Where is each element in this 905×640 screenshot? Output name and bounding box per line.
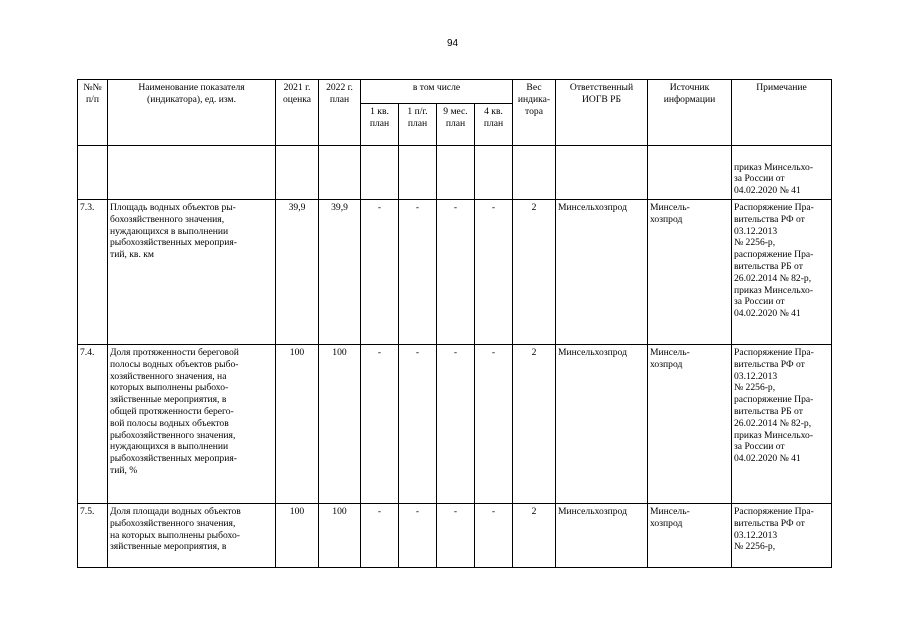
- cell-2021: 100: [276, 345, 319, 504]
- header-including: в том числе: [361, 80, 513, 104]
- cell-responsible: Минсельхозпрод: [556, 504, 648, 568]
- header-q1: 1 кв. план: [361, 104, 399, 146]
- header-name: Наименование показателя (индикатора), ед. изм.: [108, 80, 276, 146]
- cell-weight: 2: [513, 345, 556, 504]
- cell-weight: 2: [513, 200, 556, 345]
- header-note: Примечание: [732, 80, 832, 146]
- cell-9m: -: [437, 504, 475, 568]
- header-weight: Вес индика- тора: [513, 80, 556, 146]
- cell-2021: [276, 146, 319, 200]
- header-9m: 9 мес. план: [437, 104, 475, 146]
- table-row: [78, 146, 832, 200]
- cell-2022: [319, 146, 361, 200]
- cell-note: приказ Минсельхо- за России от 04.02.2020 № 41: [732, 146, 832, 200]
- cell-h1: -: [399, 200, 437, 345]
- header-q4: 4 кв. план: [475, 104, 513, 146]
- header-source: Источник информации: [648, 80, 732, 146]
- header-num: №№ п/п: [78, 80, 108, 146]
- cell-num: 7.4.: [78, 345, 108, 504]
- cell-name: [108, 146, 276, 200]
- cell-name: Площадь водных объектов ры- бохозяйственного значения, нуждающихся в выполнении рыбохозяйственных мероприя- тий, кв. км: [108, 200, 276, 345]
- cell-h1: -: [399, 345, 437, 504]
- cell-q4: [475, 146, 513, 200]
- cell-weight: [513, 146, 556, 200]
- cell-q1: -: [361, 504, 399, 568]
- cell-responsible: Минсельхозпрод: [556, 345, 648, 504]
- cell-h1: -: [399, 504, 437, 568]
- cell-2022: 100: [319, 504, 361, 568]
- cell-num: [78, 146, 108, 200]
- cell-weight: 2: [513, 504, 556, 568]
- cell-num: 7.3.: [78, 200, 108, 345]
- cell-2022: 100: [319, 345, 361, 504]
- indicators-table: [77, 79, 832, 568]
- cell-source: [648, 146, 732, 200]
- header-h1: 1 п/г. план: [399, 104, 437, 146]
- cell-2021: 100: [276, 504, 319, 568]
- table-row: [78, 200, 832, 345]
- cell-name: Доля площади водных объектов рыбохозяйственного значения, на которых выполнены рыбохо- зяйственные мероприятия, в: [108, 504, 276, 568]
- table-header: [78, 80, 832, 146]
- cell-9m: [437, 146, 475, 200]
- cell-responsible: [556, 146, 648, 200]
- cell-source: Минсель- хозпрод: [648, 200, 732, 345]
- cell-num: 7.5.: [78, 504, 108, 568]
- cell-source: Минсель- хозпрод: [648, 345, 732, 504]
- cell-q1: [361, 146, 399, 200]
- table-row: [78, 504, 832, 568]
- cell-9m: -: [437, 345, 475, 504]
- cell-q4: -: [475, 345, 513, 504]
- cell-q1: -: [361, 345, 399, 504]
- cell-9m: -: [437, 200, 475, 345]
- cell-source: Минсель- хозпрод: [648, 504, 732, 568]
- cell-responsible: Минсельхозпрод: [556, 200, 648, 345]
- header-2022: 2022 г. план: [319, 80, 361, 146]
- cell-2021: 39,9: [276, 200, 319, 345]
- cell-h1: [399, 146, 437, 200]
- cell-q4: -: [475, 504, 513, 568]
- cell-note: Распоряжение Пра- вительства РФ от 03.12.2013 № 2256-р, распоряжение Пра- вительства РБ от 26.02.2014 № 82-р, приказ Минсельхо- за России от 04.02.2020 № 41: [732, 345, 832, 504]
- cell-q1: -: [361, 200, 399, 345]
- cell-q4: -: [475, 200, 513, 345]
- cell-name: Доля протяженности береговой полосы водных объектов рыбо- хозяйственного значения, на которых выполнены рыбохо- зяйственные мероприятия, в общей протяженности берего- вой полосы водных объектов рыбохозяйственного значения, нуждающихся в выполнении рыбохозяйственных мероприя- тий, %: [108, 345, 276, 504]
- cell-note: Распоряжение Пра- вительства РФ от 03.12.2013 № 2256-р, распоряжение Пра- вительства РБ от 26.02.2014 № 82-р, приказ Минсельхо- за России от 04.02.2020 № 41: [732, 200, 832, 345]
- table-row: [78, 345, 832, 504]
- page-number: 94: [446, 38, 459, 49]
- cell-note: Распоряжение Пра- вительства РФ от 03.12.2013 № 2256-р,: [732, 504, 832, 568]
- cell-2022: 39,9: [319, 200, 361, 345]
- header-responsible: Ответственный ИОГВ РБ: [556, 80, 648, 146]
- header-2021: 2021 г. оценка: [276, 80, 319, 146]
